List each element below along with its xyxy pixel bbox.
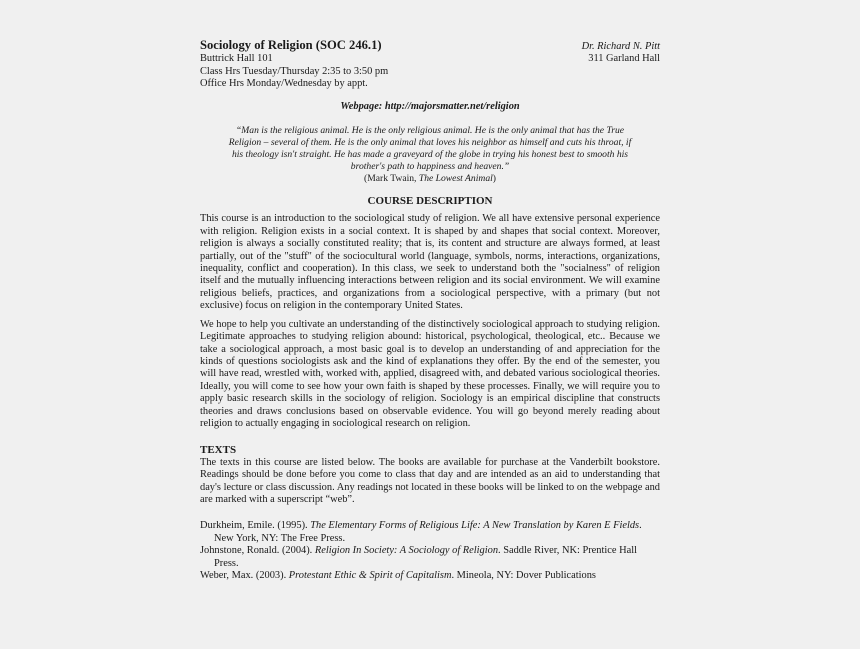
syllabus-content (200, 38, 660, 582)
quote-text: “Man is the religious animal. He is the only religious animal. He is the only animal that has the True Religion – several of them. He is the only animal that loves his neighbor as himself and cuts his throat, if his theology isn't straight. He has made a graveyard of the globe in trying his honest best to smooth his brother's path to happiness and heaven.” (228, 125, 632, 173)
reference-author: Durkheim, Emile. (1995). (200, 520, 311, 532)
course-description-paragraph-2: We hope to help you cultivate an understanding of the distinctively sociological approach to studying religion. Legitimate approaches to studying religion abound: historical, psychological, theological, etc.. Because we take a sociological approach, a most basic goal is to develop an understanding of and appreciation for the kinds of questions sociologists ask and the kind of explanations they offer. By the end of the semester, you will have read, wrestled with, worked with, applied, disagreed with, and debated various sociological theories. Ideally, you will come to see how your own faith is shaped by these processes. Finally, we will require you to apply basic research skills in the sociology of religion. Sociology is an empirical discipline that constructs theories and draws conclusions based on observable evidence. You will go beyond merely reading about religion to actually engaging in sociological research on religion. (200, 318, 660, 429)
reference-author: Weber, Max. (2003). (200, 570, 289, 581)
reference-publisher: . New York, NY: The Free Press. (214, 520, 642, 544)
instructor-name: Dr. Richard N. Pitt (581, 41, 660, 52)
webpage-link[interactable]: Webpage: http://majorsmatter.net/religion (340, 100, 520, 112)
quote-close: ) (492, 173, 496, 185)
header-row-1 (200, 38, 660, 53)
class-hours: Class Hrs Tuesday/Thursday 2:35 to 3:50 pm (200, 65, 389, 77)
course-description-paragraph-1: This course is an introduction to the sociological study of religion. We all have extensive personal experience with religion. Religion exists in a social context. It is shaped by and shapes that social context. Moreover, religion is always a socially constituted reality; that is, its content and structure are always formed, at least partially, out of the "stuff" of the sociocultural world (language, symbols, norms, interactions, organizations, inequality, conflict and cooperation). In this class, we seek to understand both the "socialness" of religion itself and the mutually influencing interactions between religion and its social environment. We will examine religious beliefs, practices, and organizations from a sociological perspective, with a primary (but not exclusive) focus on religion in the contemporary United States. (200, 213, 660, 312)
quote-author: (Mark Twain, (364, 173, 419, 185)
reference-item (200, 520, 660, 545)
reference-item (200, 545, 660, 570)
epigraph-quote (224, 125, 636, 185)
reference-author: Johnstone, Ronald. (2004). (200, 545, 315, 557)
texts-heading: TEXTS (200, 444, 237, 457)
instructor-office: 311 Garland Hall (588, 53, 660, 65)
office-hours: Office Hrs Monday/Wednesday by appt. (200, 78, 368, 90)
header-row-2 (200, 53, 660, 65)
texts-paragraph: The texts in this course are listed below. The books are available for purchase at the Vanderbilt bookstore. Readings should be done before you come to class that day and are intended as an aid to understanding that day's lecture or class discussion. Any readings not located in these books will be linked to on the webpage and are marked with a superscript “web”. (200, 456, 660, 505)
reference-item (200, 570, 660, 582)
class-room: Buttrick Hall 101 (200, 53, 273, 65)
reference-publisher: . Saddle River, NK: Prentice Hall Press. (214, 545, 637, 569)
course-title: Sociology of Religion (SOC 246.1) (200, 38, 382, 52)
reference-title: Religion In Society: A Sociology of Religion (314, 545, 499, 557)
reference-title: Protestant Ethic & Spirit of Capitalism (288, 570, 452, 581)
reference-list (200, 520, 660, 582)
reference-title: The Elementary Forms of Religious Life: A New Translation by Karen E Fields (310, 520, 640, 532)
quote-work: The Lowest Animal (418, 173, 493, 185)
course-description-heading: COURSE DESCRIPTION (367, 195, 493, 208)
reference-publisher: . Mineola, NY: Dover Publications (451, 570, 596, 581)
quote-attribution (224, 173, 636, 185)
